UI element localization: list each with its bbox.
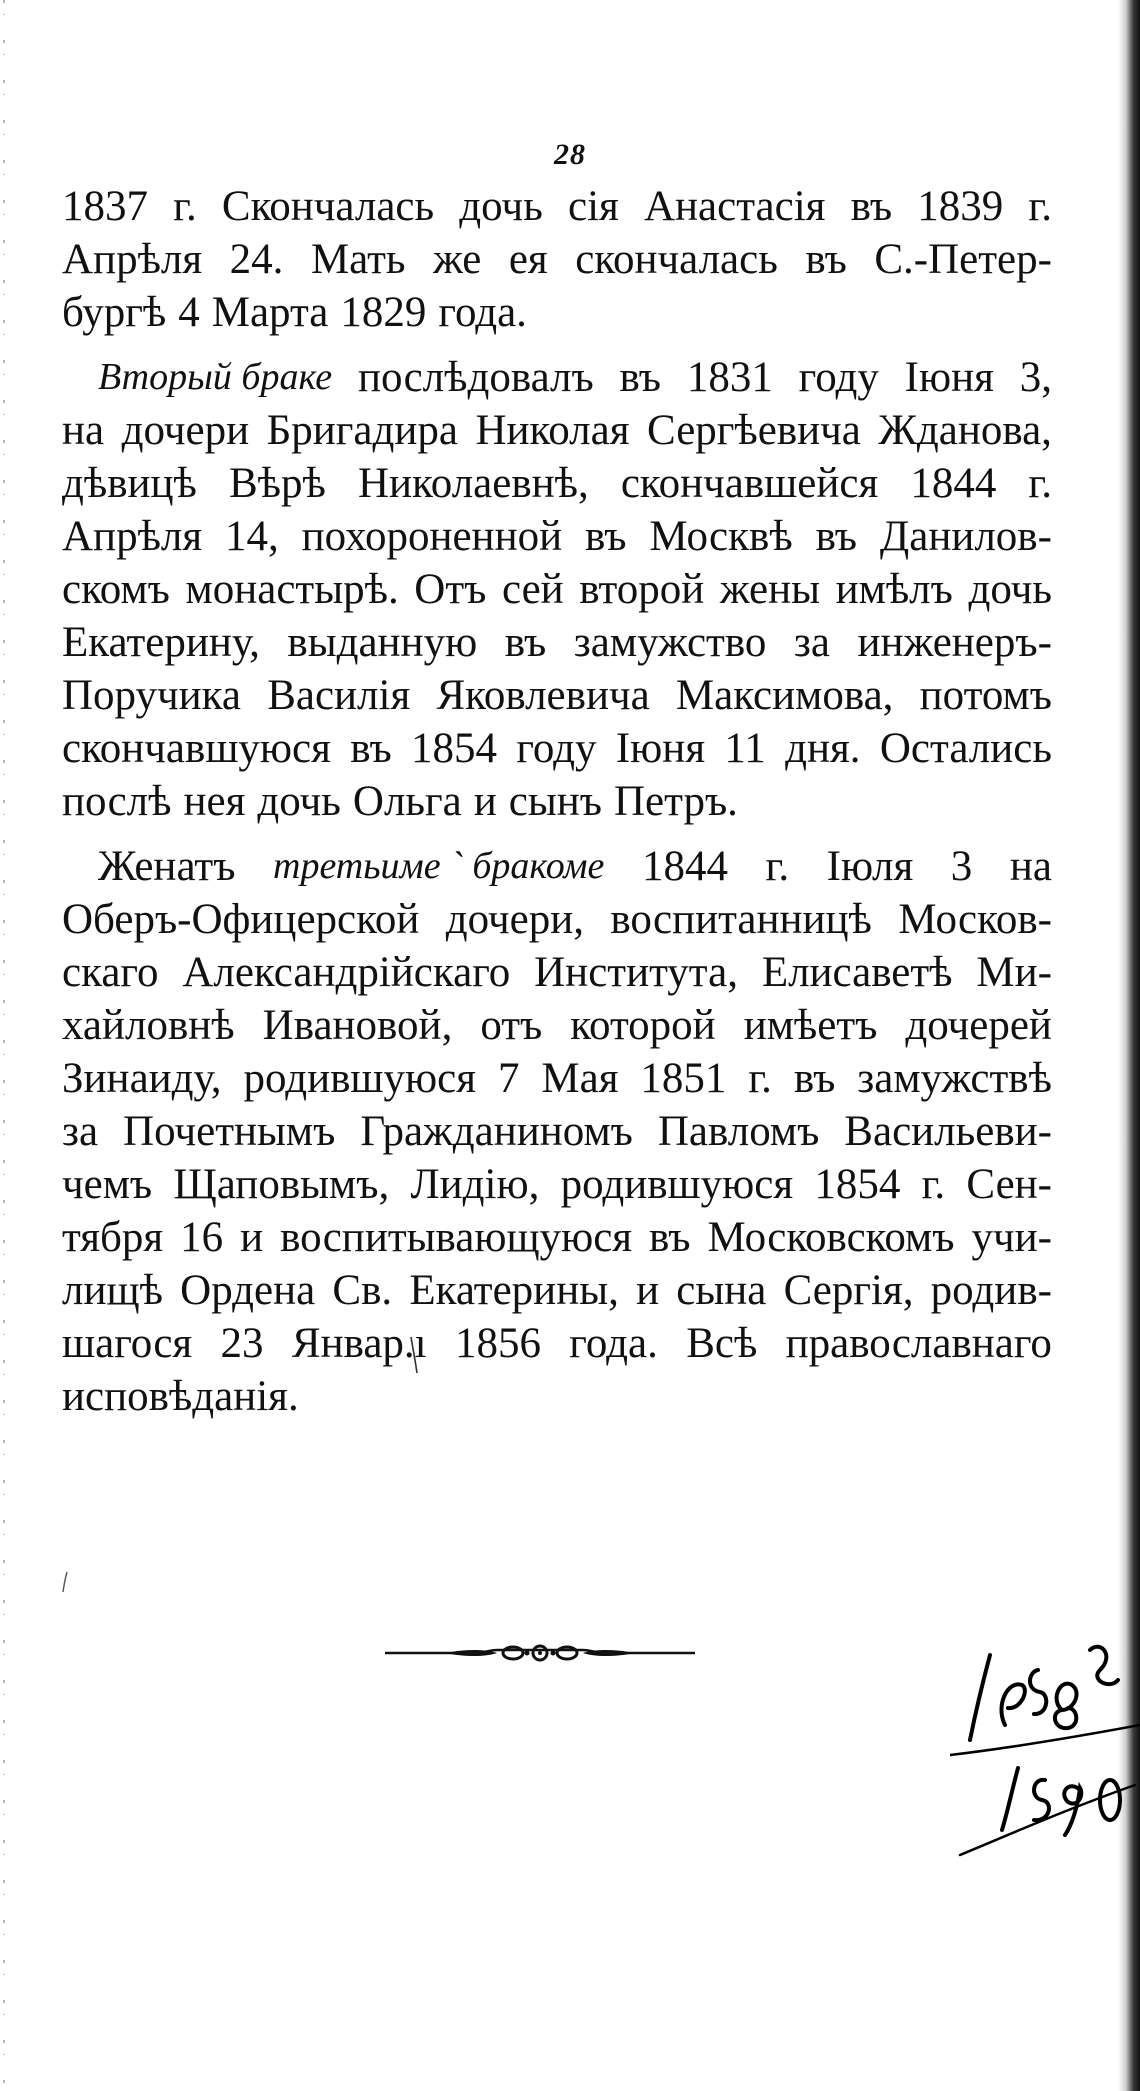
word: Январ.ı [291, 1320, 427, 1367]
word: Павломъ [657, 1108, 820, 1155]
word: сынъ [508, 778, 602, 825]
end-ornament [385, 1640, 695, 1666]
word: Щаповымъ, [173, 1161, 390, 1208]
word: Вѣрѣ [229, 460, 326, 507]
word: воспитывающуюся [280, 1214, 633, 1261]
text-line [62, 404, 1052, 457]
word: 1844 [910, 460, 997, 507]
paragraph-gap [62, 828, 1052, 840]
word: Елисаветѣ [761, 949, 953, 996]
word: Николая [475, 407, 630, 454]
word: Апрѣля [62, 236, 203, 283]
text-line [62, 616, 1052, 669]
word: родив- [930, 1267, 1052, 1314]
word: Жданова, [878, 407, 1052, 454]
word: Всѣ [686, 1320, 758, 1367]
text-line [62, 840, 1052, 893]
word: третьиме ` бракоме [273, 845, 605, 887]
word: Почетнымъ [123, 1108, 336, 1155]
word: Вторый браке [98, 356, 333, 398]
word: Васильеви- [844, 1108, 1052, 1155]
text-line [62, 510, 1052, 563]
word: тября [62, 1214, 164, 1261]
word: г. [748, 1055, 772, 1102]
text-line [62, 1105, 1052, 1158]
word: 3, [1019, 354, 1052, 401]
word: за [62, 1108, 99, 1155]
word: Ми- [976, 949, 1052, 996]
word: г. [1028, 460, 1052, 507]
word: Женатъ [98, 843, 236, 890]
word: Остались [879, 725, 1052, 772]
text-line [62, 1370, 1052, 1423]
word: дочерей [905, 1002, 1052, 1049]
word: года. [438, 289, 527, 336]
word: г. [173, 183, 197, 230]
word: Зинаиду, [62, 1055, 222, 1102]
word: Лидію, [410, 1161, 540, 1208]
text-line [62, 999, 1052, 1052]
word: 1837 [62, 183, 148, 230]
word: дня. [785, 725, 861, 772]
word: хайловнѣ [62, 1002, 235, 1049]
word: чемъ [62, 1161, 153, 1208]
word: Екатерины, [409, 1267, 619, 1314]
word: нея [183, 778, 246, 825]
word: сей [501, 566, 564, 613]
word: Ольга [352, 778, 462, 825]
word: Василія [267, 672, 411, 719]
word: скаго [62, 949, 159, 996]
word: дѣвицѣ [62, 460, 197, 507]
word: Николаевнѣ, [357, 460, 589, 507]
word: дочери [121, 407, 250, 454]
word: Петръ. [613, 778, 738, 825]
word: Данилов- [879, 513, 1052, 560]
word: Оберъ-Офицерской [62, 896, 420, 943]
text-line [62, 893, 1052, 946]
word: Отъ [414, 566, 487, 613]
word: въ [504, 619, 547, 666]
word: имѣетъ [743, 1002, 878, 1049]
text-line [62, 669, 1052, 722]
word: 1854 [814, 1161, 901, 1208]
word: Яковлевича [436, 672, 650, 719]
word: Александрійскаго [182, 949, 511, 996]
word: инженеръ- [857, 619, 1052, 666]
word: послѣдовалъ [357, 354, 594, 401]
word: Іюля [826, 843, 914, 890]
word: дочери, [445, 896, 584, 943]
word: монастырѣ. [185, 566, 399, 613]
word: 23 [220, 1320, 264, 1367]
word: въ [584, 513, 627, 560]
word: 1856 [454, 1320, 541, 1367]
word: дочь [459, 183, 543, 230]
word: въ [815, 513, 858, 560]
paragraph-gap [62, 339, 1052, 351]
text-line [62, 351, 1052, 404]
word: и [240, 1214, 264, 1261]
word: воспитанницѣ [610, 896, 872, 943]
word: 1854 [411, 725, 498, 772]
word: Максимова, [675, 672, 894, 719]
word: послѣ [62, 778, 172, 825]
word: жены [719, 566, 820, 613]
word: же [433, 236, 482, 283]
word: 16 [180, 1214, 224, 1261]
word: Мая [541, 1055, 619, 1102]
word: скончалась [575, 236, 778, 283]
word: 24. [229, 236, 284, 283]
word: которой [570, 1002, 716, 1049]
word: Московскомъ [707, 1214, 955, 1261]
text-line [62, 180, 1052, 233]
word: 3 [950, 843, 973, 890]
word: шагося [62, 1320, 193, 1367]
word: похороненной [301, 513, 563, 560]
word: Бригадира [266, 407, 458, 454]
word: Скончалась [221, 183, 435, 230]
word: за [793, 619, 830, 666]
page-number: 28 [554, 138, 586, 171]
word: дочь [968, 566, 1052, 613]
word: въ [850, 183, 893, 230]
word: въ [793, 1055, 836, 1102]
word: Ордена [180, 1267, 316, 1314]
word: второй [579, 566, 705, 613]
word: дочь [257, 778, 341, 825]
text-line [62, 1317, 1052, 1370]
word: скончавшуюся [62, 725, 331, 772]
word: имѣлъ [835, 566, 953, 613]
word: сына [676, 1267, 767, 1314]
text-line [62, 286, 1052, 339]
word: 1839 [917, 183, 1004, 230]
text-line [62, 1211, 1052, 1264]
text-line [62, 946, 1052, 999]
word: Поручика [62, 672, 241, 719]
word: г. [921, 1161, 946, 1208]
word: 1831 [686, 354, 773, 401]
word: Сергія, [783, 1267, 914, 1314]
word: Москов- [898, 896, 1052, 943]
word: въ [649, 1214, 691, 1261]
word: исповѣданія. [62, 1373, 299, 1420]
word: учи- [971, 1214, 1052, 1261]
word: на [1009, 843, 1052, 890]
word: Іюня [615, 725, 706, 772]
word: Апрѣля [62, 513, 203, 560]
word: 4 [178, 289, 200, 336]
word: 1851 [640, 1055, 727, 1102]
text-line [62, 233, 1052, 286]
handwritten-inventory-numbers [950, 1630, 1140, 1860]
word: Сергѣевича [646, 407, 861, 454]
stray-ink-mark [60, 1570, 70, 1594]
word: отъ [480, 1002, 543, 1049]
word: Института, [534, 949, 738, 996]
word: въ [350, 725, 392, 772]
word: Мать [310, 236, 406, 283]
word: С.-Петер- [874, 236, 1052, 283]
word: лищѣ [62, 1267, 163, 1314]
word: бургѣ [62, 289, 167, 336]
word: ея [508, 236, 548, 283]
text-line [62, 457, 1052, 510]
word: Іюня [904, 354, 994, 401]
text-line [62, 563, 1052, 616]
word: и [636, 1267, 660, 1314]
word: Анастасія [643, 183, 826, 230]
word: скомъ [62, 566, 170, 613]
word: выданную [287, 619, 478, 666]
word: въ [805, 236, 847, 283]
word: скончавшейся [620, 460, 879, 507]
word: Марта [211, 289, 329, 336]
text-line [62, 722, 1052, 775]
text-line [62, 1052, 1052, 1105]
word: Москвѣ [649, 513, 793, 560]
text-line [62, 1264, 1052, 1317]
word: 7 [497, 1055, 520, 1102]
word: родившуюся [560, 1161, 794, 1208]
word: родившуюся [243, 1055, 476, 1102]
word: году [516, 725, 597, 772]
word: замужство [573, 619, 767, 666]
word: Сен- [966, 1161, 1052, 1208]
word: года. [569, 1320, 658, 1367]
text-line [62, 1158, 1052, 1211]
word: сія [567, 183, 619, 230]
word: г. [1028, 183, 1052, 230]
body-text [62, 180, 1052, 1423]
word: Св. [332, 1267, 393, 1314]
word: году [798, 354, 879, 401]
scan-left-speckle [3, 0, 5, 2091]
word: на [62, 407, 105, 454]
word: Екатерину, [62, 619, 260, 666]
word: потомъ [919, 672, 1052, 719]
word: 14, [225, 513, 279, 560]
word: Ивановой, [262, 1002, 453, 1049]
word: г. [765, 843, 790, 890]
word: замужствѣ [857, 1055, 1052, 1102]
word: въ [619, 354, 662, 401]
word: православнаго [785, 1320, 1052, 1367]
word: 11 [724, 725, 766, 772]
word: и [473, 778, 497, 825]
stray-ink-mark [408, 1335, 420, 1375]
word: Гражданиномъ [360, 1108, 633, 1155]
word: 1829 [340, 289, 427, 336]
text-line [62, 775, 1052, 828]
word: 1844 [641, 843, 728, 890]
